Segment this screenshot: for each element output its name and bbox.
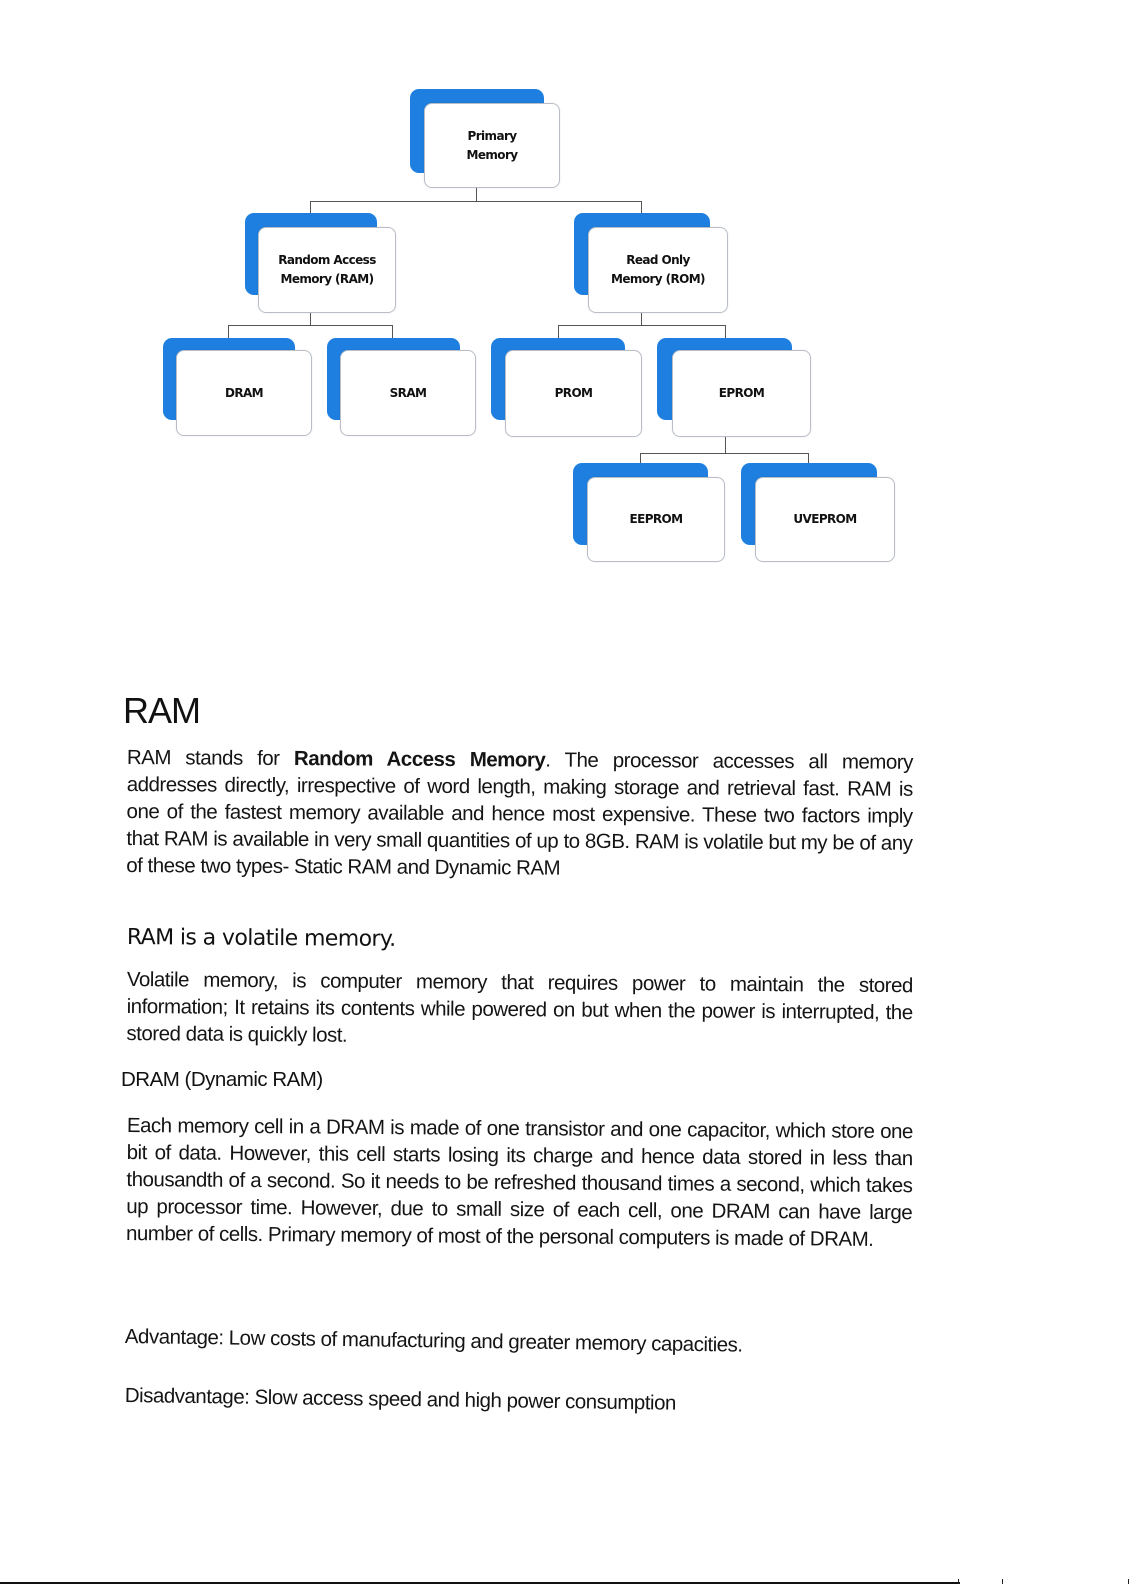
advantage-text: Advantage: Low costs of manufacturing and greater memory capacities. xyxy=(124,1325,743,1357)
intro-lead: RAM stands for xyxy=(126,745,295,771)
page-edge-tick xyxy=(1002,1579,1003,1584)
connector-rom-down xyxy=(641,312,642,325)
volatile-paragraph: Volatile memory, is computer memory that requires power to maintain the stored information; It retains its contents while powered on but when the power is interrupted, the stored data is quickly lost. xyxy=(126,967,913,1047)
connector-primary-branch xyxy=(310,201,642,202)
section-title: RAM xyxy=(123,690,200,731)
node-label: Primary Memory xyxy=(424,103,560,188)
connector-ram-branch xyxy=(228,325,393,326)
volatile-heading: RAM is a volatile memory. xyxy=(126,925,396,952)
node-label: UVEPROM xyxy=(755,477,895,562)
intro-paragraph xyxy=(126,744,913,884)
node-label: Read Only Memory (ROM) xyxy=(588,227,728,313)
intro-rest: . The processor accesses all memory addresses directly, irrespective of word length, making storage and retrieval fast. RAM is one of the fastest memory available and hence most expensive. These two factors imply that RAM is available in very small quantities of up to 8GB. RAM is volatile but my be of any of these two types- Static RAM and Dynamic RAM xyxy=(126,748,913,880)
intro-bold-term: Random Access Memory xyxy=(293,747,546,772)
connector-eprom-branch xyxy=(640,453,809,454)
page-edge-tick xyxy=(1128,1579,1129,1584)
connector-rom-branch xyxy=(558,325,726,326)
node-label: Random Access Memory (RAM) xyxy=(258,227,396,313)
connector-primary-down xyxy=(476,186,477,201)
memory-hierarchy-diagram xyxy=(0,0,1132,600)
connector-to-eprom xyxy=(725,325,726,338)
node-label: SRAM xyxy=(340,350,476,436)
page-edge-tick xyxy=(958,1579,959,1584)
connector-to-prom xyxy=(558,325,559,338)
disadvantage-text: Disadvantage: Slow access speed and high power consumption xyxy=(124,1384,676,1415)
connector-ram-down xyxy=(310,312,311,325)
dram-paragraph: Each memory cell in a DRAM is made of one transistor and one capacitor, which store one bit of data. However, this cell starts losing its charge and hence data stored in less than thousandth of a second. So it needs to be refreshed thousand times a second, which takes up processor time. However, due to small size of each cell, one DRAM can have large number of cells. Primary memory of most of the personal computers is made of DRAM. xyxy=(125,1113,913,1251)
connector-to-dram xyxy=(228,325,229,338)
node-label: EEPROM xyxy=(587,477,725,562)
connector-eprom-down xyxy=(725,436,726,453)
dram-heading: DRAM (Dynamic RAM) xyxy=(121,1068,323,1091)
page-bottom-rule xyxy=(0,1582,960,1584)
connector-to-sram xyxy=(392,325,393,338)
node-label: EPROM xyxy=(672,350,811,437)
node-label: DRAM xyxy=(176,350,312,436)
node-label: PROM xyxy=(505,350,642,437)
